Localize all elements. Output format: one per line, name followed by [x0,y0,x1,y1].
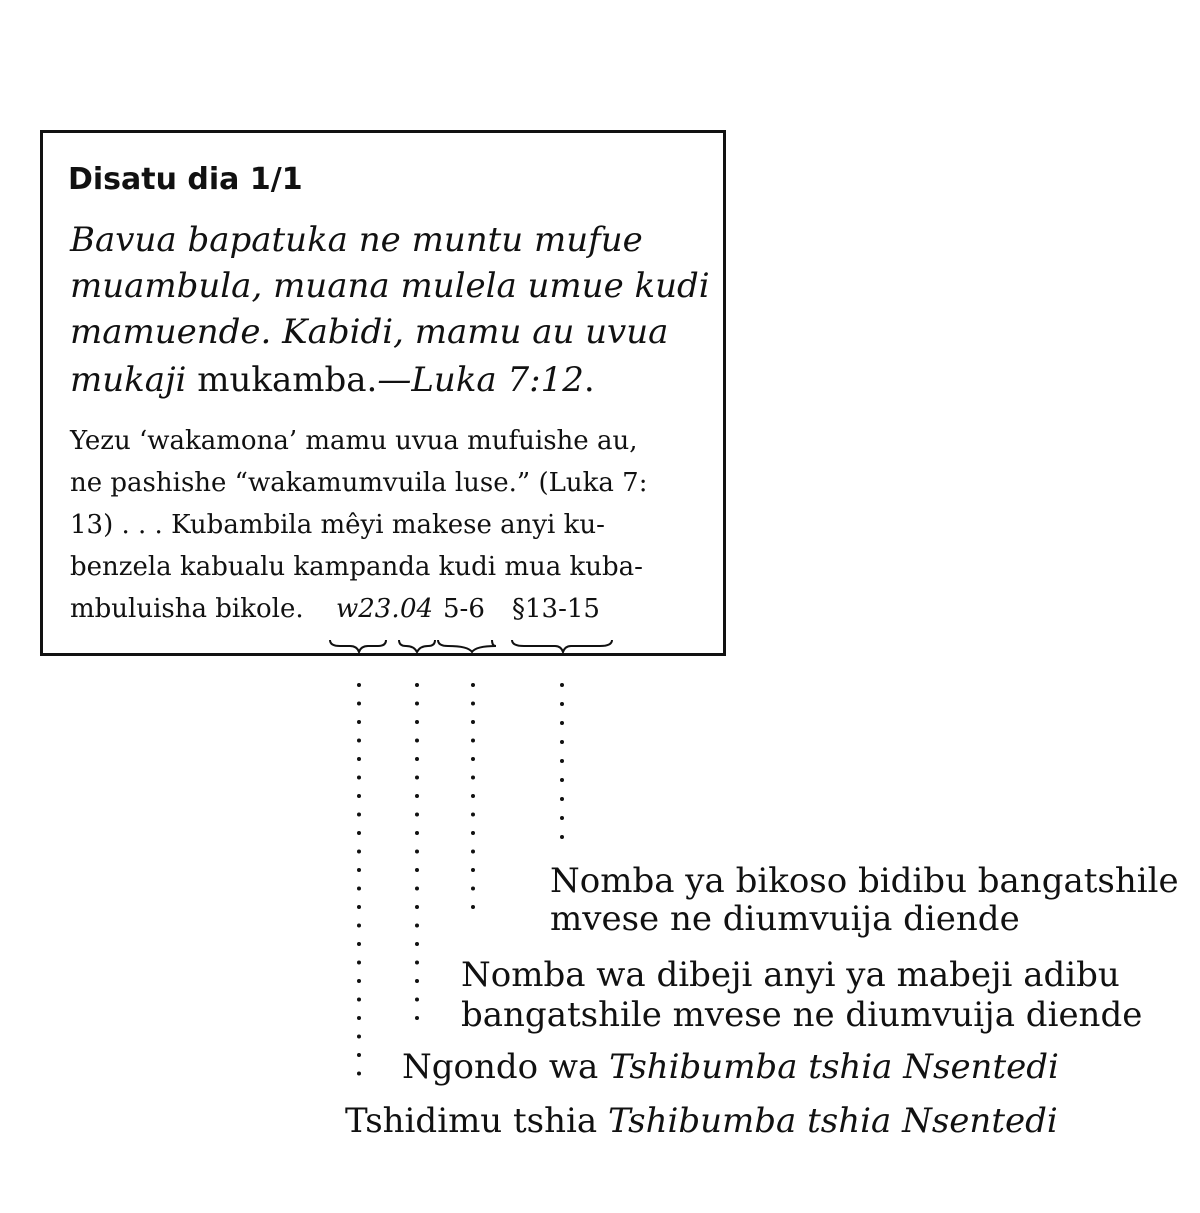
comment-line-4: benzela kabualu kampanda kudi mua kuba- [70,552,643,582]
ref-magazine: w23. [336,594,400,624]
label-issue-prefix: Ngondo wa [402,1047,610,1087]
brace-pages [438,640,496,652]
verse-line-3: mamuende. Kabidi, mamu au uvua [70,312,669,352]
label-issue-title: Tshibumba tshia Nsentedi [609,1047,1059,1087]
verse-italic-word: mukaji [70,360,187,400]
verse-line-2: muambula, muana mulela umue kudi [70,266,710,306]
verse-line-1: Bavua bapatuka ne muntu mufue [70,220,643,260]
comment-line-2: ne pashishe “wakamumvuila luse.” (Luka 7: [70,468,648,498]
ref-pages: 5-6 [443,594,485,624]
label-magazine-title: Tshibumba tshia Nsentedi [607,1101,1058,1141]
comment-line-1: Yezu ‘wakamona’ mamu uvua mufuishe au, [70,426,638,456]
label-paragraphs-line-2: mvese ne diumvuija diende [550,899,1020,939]
verse-end: . [583,360,595,400]
date-heading: Disatu dia 1/1 [68,162,303,197]
verse-plain-word: mukamba. [186,360,378,400]
brace-issue [399,640,435,652]
label-pages-line-1: Nomba wa dibeji anyi ya mabeji adibu [461,955,1120,995]
verse-reference: —Luka 7:12 [377,360,584,400]
brace-paragraphs [512,640,612,652]
label-pages-line-2: bangatshile mvese ne diumvuija diende [461,995,1143,1035]
label-magazine [345,1100,1058,1142]
label-paragraphs-line-1: Nomba ya bikoso bidibu bangatshile [550,861,1179,901]
label-issue [402,1046,1059,1088]
label-magazine-prefix: Tshidimu tshia [345,1101,608,1141]
brace-magazine [330,640,386,652]
comment-line-3: 13) . . . Kubambila mêyi makese anyi ku- [70,510,605,540]
ref-paragraphs: §13-15 [512,594,600,624]
ref-issue: 04 [400,594,434,624]
comment-line-5: mbuluisha bikole. [70,594,304,624]
